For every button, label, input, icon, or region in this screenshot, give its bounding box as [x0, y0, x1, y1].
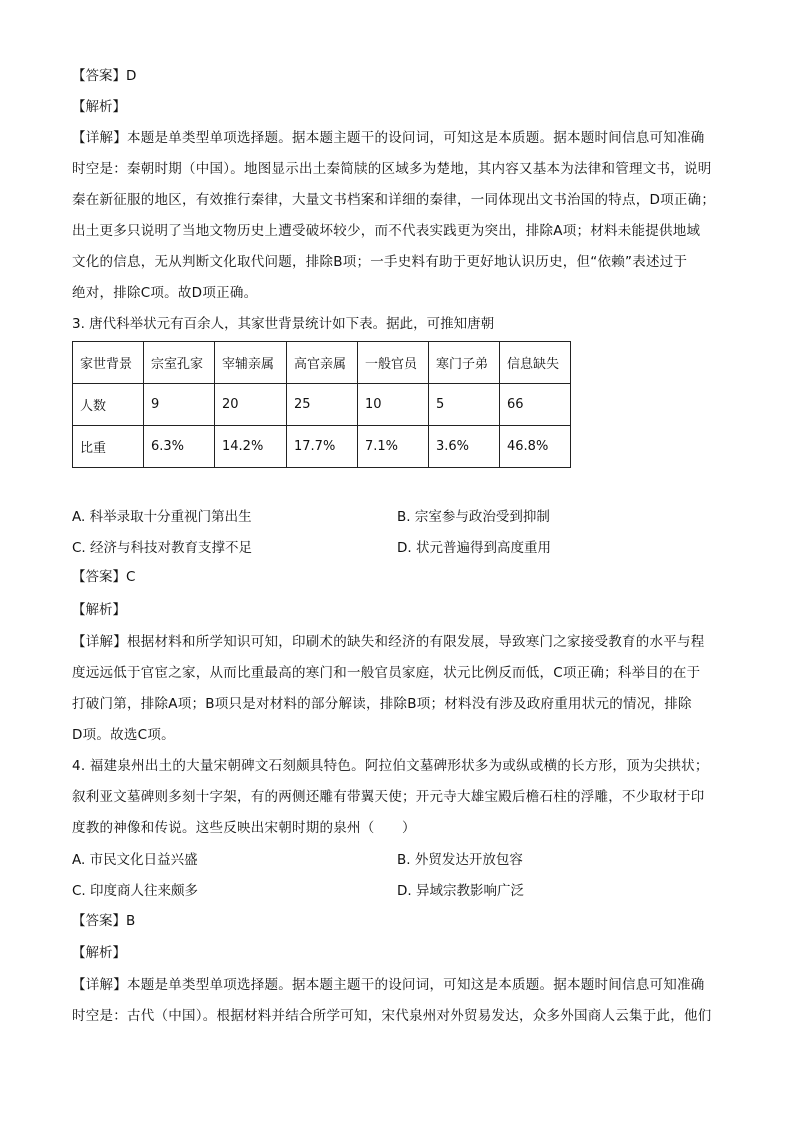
table-header-cell: 信息缺失 — [500, 342, 571, 384]
q2-answer: 【答案】D — [72, 68, 137, 84]
table-cell: 46.8% — [500, 426, 571, 468]
table-cell: 20 — [215, 384, 287, 426]
table-header-cell: 寒门子弟 — [429, 342, 500, 384]
table-cell: 9 — [144, 384, 215, 426]
q4-detail-line: 时空是：古代（中国）。根据材料并结合所学可知，宋代泉州对外贸易发达，众多外国商人云集于此，他们 — [72, 1008, 712, 1024]
table-cell: 3.6% — [429, 426, 500, 468]
table-cell: 14.2% — [215, 426, 287, 468]
q4-answer: 【答案】B — [72, 913, 136, 929]
q4-option-b: B. 外贸发达开放包容 — [397, 852, 523, 868]
table-header-row — [73, 342, 571, 384]
q3-analysis-text: 解析 — [85, 602, 113, 618]
table-cell: 人数 — [73, 384, 144, 426]
q2-detail-line: 秦在新征服的地区，有效推行秦律，大量文书档案和详细的秦律，一同体现出文书治国的特点，D项正确； — [72, 192, 716, 208]
q3-option-b: B. 宗室参与政治受到抑制 — [397, 509, 550, 525]
q3-detail-line: 度远远低于官宦之家，从而比重最高的寒门和一般官员家庭，状元比例反而低，C项正确；科举目的在于 — [72, 665, 701, 681]
q3-stem: 3. 唐代科举状元有百余人，其家世背景统计如下表。据此，可推知唐朝 — [72, 316, 495, 332]
table-row — [73, 384, 571, 426]
q4-analysis-label: 【解析】 — [72, 945, 126, 961]
table-header-cell: 家世背景 — [73, 342, 144, 384]
q2-analysis-label: 【解析】 — [72, 99, 126, 115]
q3-option-c: C. 经济与科技对教育支撑不足 — [72, 540, 253, 556]
q2-detail-line: 绝对，排除C项。故D项正确。 — [72, 285, 258, 301]
q2-detail-line: 文化的信息，无从判断文化取代问题，排除B项；一手史料有助于更好地认识历史，但“依赖”表述过于 — [72, 254, 688, 270]
table-row — [73, 426, 571, 468]
family-background-table — [72, 341, 571, 468]
q2-detail-line: 【详解】本题是单类型单项选择题。据本题主题干的设问词，可知这是本质题。据本题时间信息可知准确 — [72, 130, 705, 146]
table-cell: 5 — [429, 384, 500, 426]
q3-option-a: A. 科举录取十分重视门第出生 — [72, 509, 252, 525]
q4-option-d: D. 异域宗教影响广泛 — [397, 883, 524, 899]
q3-detail-line: 打破门第，排除A项；B项只是对材料的部分解读，排除B项；材料没有涉及政府重用状元的情况，排除 — [72, 696, 692, 712]
q4-option-a: A. 市民文化日益兴盛 — [72, 852, 198, 868]
table-cell: 10 — [358, 384, 429, 426]
q4-stem-line: 度教的神像和传说。这些反映出宋朝时期的泉州（ ） — [72, 820, 416, 836]
table-cell: 25 — [287, 384, 358, 426]
q3-detail-line: 【详解】根据材料和所学知识可知，印刷术的缺失和经济的有限发展，导致寒门之家接受教育的水平与程 — [72, 634, 705, 650]
q4-stem-line: 4. 福建泉州出土的大量宋朝碑文石刻颇具特色。阿拉伯文墓碑形状多为或纵或横的长方形，顶为尖拱状； — [72, 758, 709, 774]
q4-stem-line: 叙利亚文墓碑则多刻十字架，有的两侧还雕有带翼天使；开元寺大雄宝殿后檐石柱的浮雕，不少取材于印 — [72, 789, 705, 805]
table-header-cell: 一般官员 — [358, 342, 429, 384]
q3-option-d: D. 状元普遍得到高度重用 — [397, 540, 551, 556]
table-header-cell: 宗室孔家 — [144, 342, 215, 384]
table-cell: 66 — [500, 384, 571, 426]
q2-detail-line: 出土更多只说明了当地文物历史上遭受破坏较少，而不代表实践更为突出，排除A项；材料未能提供地域 — [72, 223, 701, 239]
table-cell: 6.3% — [144, 426, 215, 468]
q3-answer: 【答案】C — [72, 569, 136, 585]
table-cell: 比重 — [73, 426, 144, 468]
table-cell: 7.1% — [358, 426, 429, 468]
q2-detail-line: 时空是：秦朝时期（中国）。地图显示出土秦简牍的区域多为楚地，其内容又基本为法律和管理文书，说明 — [72, 161, 712, 177]
q2-analysis-text: 解析 — [85, 99, 113, 115]
q3-analysis-label: 【解析】 — [72, 602, 126, 618]
q3-detail-line: D项。故选C项。 — [72, 727, 175, 743]
table-header-cell: 宰辅亲属 — [215, 342, 287, 384]
q4-detail-line: 【详解】本题是单类型单项选择题。据本题主题干的设问词，可知这是本质题。据本题时间信息可知准确 — [72, 977, 705, 993]
q4-option-c: C. 印度商人往来颇多 — [72, 883, 199, 899]
table-cell: 17.7% — [287, 426, 358, 468]
q4-analysis-text: 解析 — [85, 945, 113, 961]
table-header-cell: 高官亲属 — [287, 342, 358, 384]
